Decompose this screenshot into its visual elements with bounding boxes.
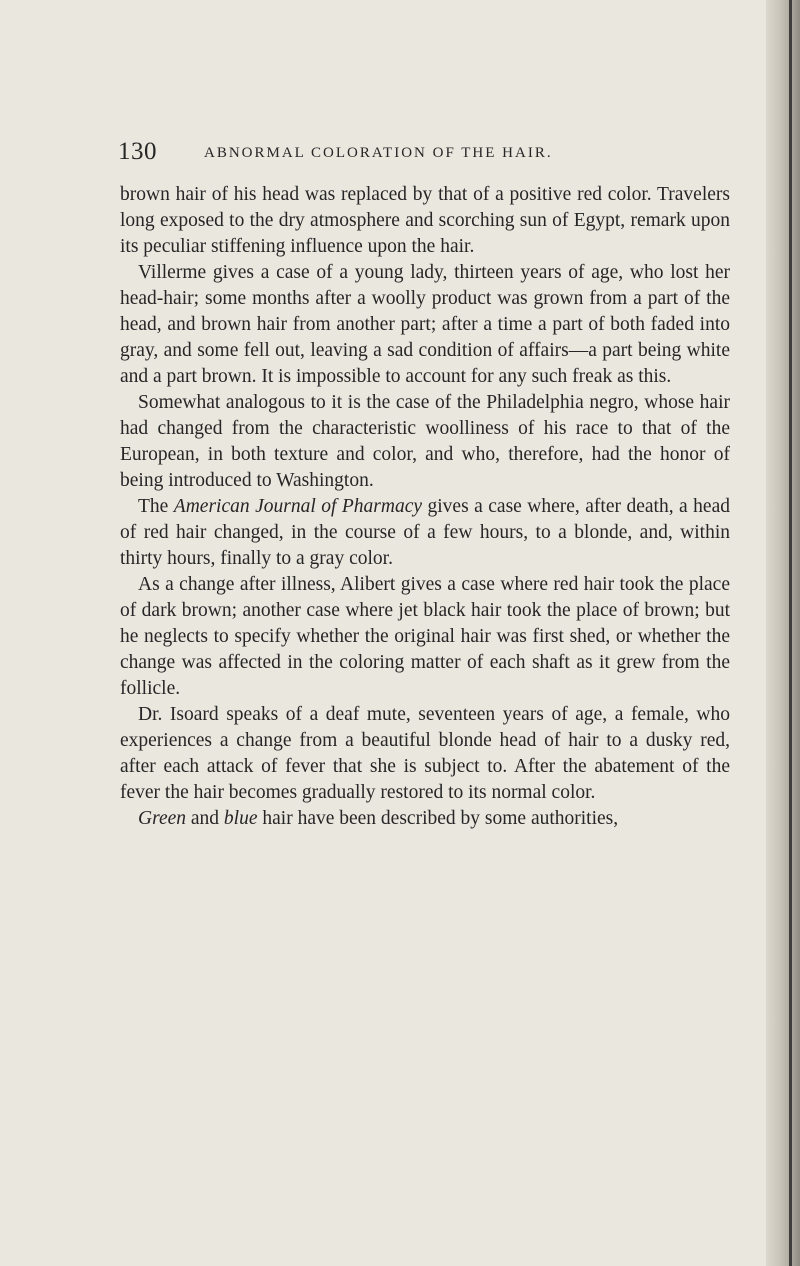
paragraph-4-post: gives a case where, after death, a head of red hair changed, in the course of a few hours, to a blonde, and, within thirty hours, finally to a gray color. [120, 496, 730, 569]
paragraph-2: Villerme gives a case of a young lady, thirteen years of age, who lost her head-hair; some months after a woolly product was grown from a part of the head, and brown hair from another part; after a time a part of both faded into gray, and some fell out, leaving a sad condition of affairs—a part being white and a part brown. It is impossible to account for any such freak as this. [120, 262, 730, 387]
paragraph-1: brown hair of his head was replaced by that of a positive red color. Travelers long exposed to the dry atmosphere and scorching sun of Egypt, remark upon its peculiar stiffening influence upon the hair. [120, 184, 730, 257]
paragraph-3: Somewhat analogous to it is the case of the Philadelphia negro, whose hair had changed from the characteristic woolliness of his race to that of the European, in both texture and color, and who, therefore, had the honor of being introduced to Washington. [120, 392, 730, 491]
body-text [120, 182, 730, 832]
paragraph-7 [120, 806, 730, 832]
paragraph-5: As a change after illness, Alibert gives a case where red hair took the place of dark brown; another case where jet black hair took the place of brown; but he neglects to specify whether the original hair was first shed, or whether the change was affected in the coloring matter of each shaft as it grew from the follicle. [120, 574, 730, 699]
running-title: ABNORMAL COLORATION OF THE HAIR. [204, 145, 553, 161]
running-head [0, 138, 760, 168]
binding-edge-line [789, 0, 792, 1266]
paragraph-4 [120, 494, 730, 572]
italic-blue: blue [223, 808, 258, 829]
paragraph-6: Dr. Isoard speaks of a deaf mute, seventeen years of age, a female, who experiences a change from a beautiful blonde head of hair to a dusky red, after each attack of fever that she is subject to. After the abatement of the fever the hair becomes gradually restored to its normal color. [120, 704, 730, 803]
paragraph-4-pre: The [138, 496, 174, 517]
page-edge [766, 0, 800, 1266]
italic-green: Green [138, 808, 187, 829]
paragraph-7-mid: and [186, 808, 224, 829]
paragraph-7-post: hair have been described by some authorities, [257, 808, 619, 829]
page-number: 130 [118, 138, 157, 165]
journal-title: American Journal of Pharmacy [173, 496, 423, 517]
